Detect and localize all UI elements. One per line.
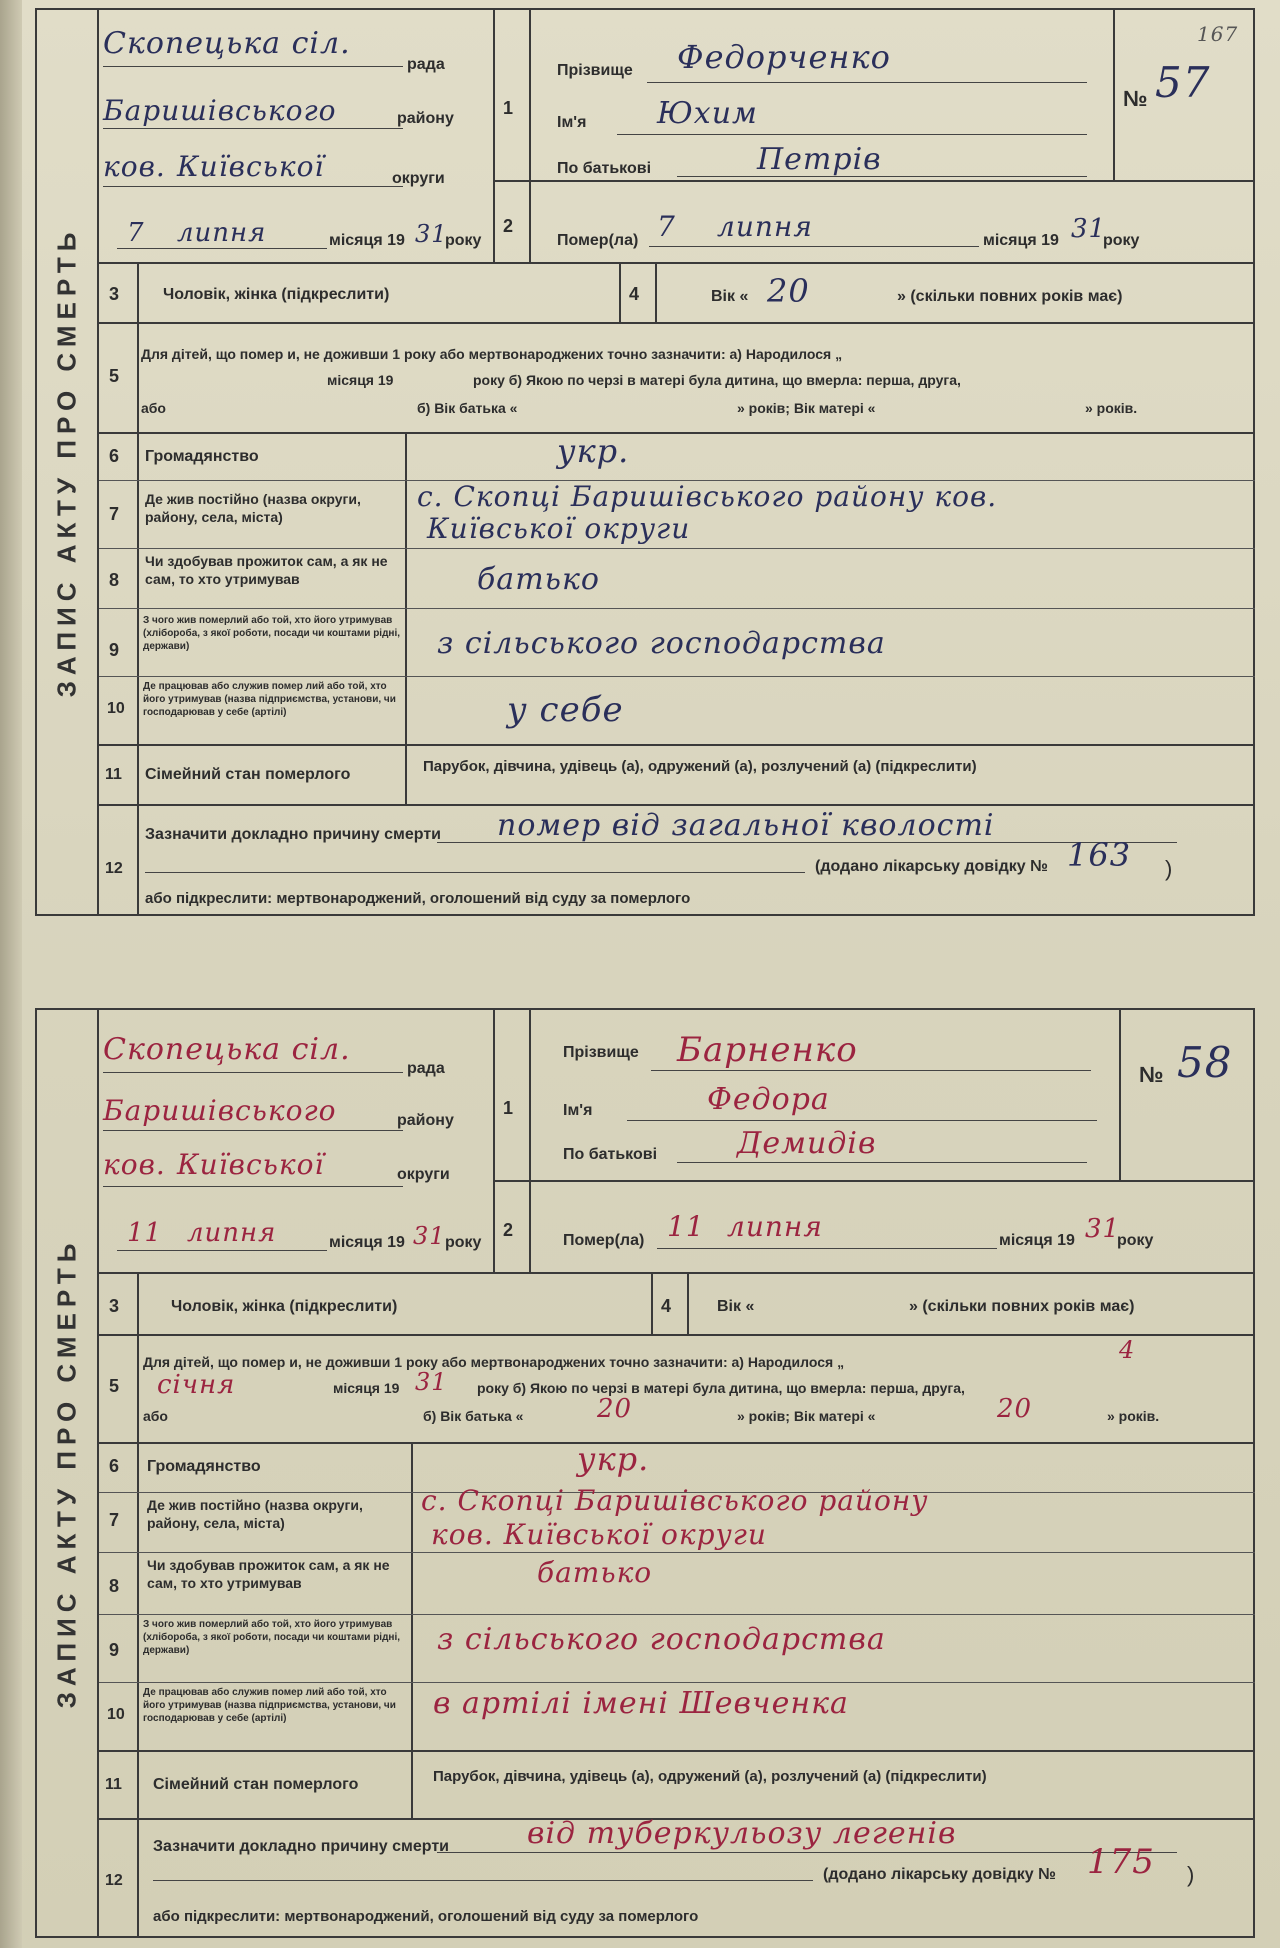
children-line-3d: » років. [1107,1408,1160,1424]
died-year: 31 [1071,214,1107,244]
age-value: 20 [767,272,810,310]
income-value: з сільського господарства [437,1622,886,1657]
marital-options: Парубок, дівчина, удівець (а), одружений (а), розлучений (а) (підкреслити) [423,758,977,775]
record-number: 58 [1177,1038,1233,1087]
surname-value: Барненко [677,1030,858,1070]
gender-label: Чоловік, жінка (підкреслити) [171,1298,398,1315]
side-title: ЗАПИС АКТУ ПРО СМЕРТЬ [51,226,82,698]
residence-value-1: с. Скопці Баришівського району [421,1484,929,1517]
row-number-10: 10 [107,700,125,717]
name-label: Ім'я [557,114,587,131]
record-number-label: № [1123,86,1148,111]
reg-year-label: року [445,232,482,249]
cert-close: ) [1187,1862,1195,1887]
binding-edge [0,0,22,1948]
patronymic-value: Петрів [757,142,882,177]
cert-number: 163 [1067,836,1132,874]
children-line-3b: б) Вік батька « [417,400,518,416]
okrug-value: Київської [177,1148,325,1181]
age-label: Вік « [717,1298,755,1315]
district-label: району [397,1112,454,1129]
row-number-6: 6 [109,1456,120,1476]
row-number-3: 3 [109,1296,120,1316]
reg-date-month: липня [187,1218,277,1248]
workplace-label: Де працював або служив помер лий або той, хто його утримував (назва підприємства, установи, чи господарював у себе (артілі) [143,681,396,718]
row-number-10: 10 [107,1706,125,1723]
residence-label: Де жив постійно (назва округи, району, села, міста) [145,491,361,525]
row-number-5: 5 [109,1376,120,1396]
citizenship-label: Громадянство [145,448,259,465]
residence-value-2: Київської округи [427,512,691,545]
okrug-label: округи [392,170,445,187]
citizenship-value: укр. [557,432,630,470]
children-line-2a: місяця 19 [327,372,394,388]
died-label: Помер(ла) [557,232,639,249]
surname-label: Прізвище [563,1044,639,1061]
born-day: 4 [1119,1336,1136,1364]
row-number-4: 4 [661,1296,672,1316]
age-suffix: » (скільки повних років має) [909,1298,1135,1315]
citizenship-value: укр. [577,1440,650,1478]
surname-value: Федорченко [677,38,891,76]
record-number: 57 [1155,58,1211,107]
stillborn-label: або підкреслити: мертвонароджений, оголошений від суду за померлого [153,1908,699,1925]
death-record-form-2 [35,1008,1255,1938]
side-title-box [37,1010,99,1936]
okrug-label: округи [397,1166,450,1183]
born-year: 31 [415,1368,448,1396]
died-month: липня [727,1210,823,1243]
children-line-3c: » років; Вік матері « [737,400,876,416]
children-line-2a: місяця 19 [333,1380,400,1396]
cause-label: Зазначити докладно причину смерти [153,1838,449,1855]
children-line-3a: або [143,1408,168,1424]
row-number-7: 7 [109,1510,120,1530]
row-number-2: 2 [503,1220,514,1240]
workplace-value: у себе [507,690,624,730]
side-title: ЗАПИС АКТУ ПРО СМЕРТЬ [51,1237,82,1709]
council-label: рада [407,56,445,73]
row-number-12: 12 [105,860,123,877]
age-label: Вік « [711,288,749,305]
cert-label: (додано лікарську довідку № [823,1866,1056,1883]
children-line-3d: » років. [1085,400,1138,416]
council-value: Скопецька сіл. [103,1032,351,1067]
row-number-12: 12 [105,1872,123,1889]
age-suffix: » (скільки повних років має) [897,288,1123,305]
residence-value-1: с. Скопці Баришівського району ков. [417,480,998,513]
row-number-9: 9 [109,1640,120,1660]
name-value: Федора [707,1082,830,1117]
residence-label: Де жив постійно (назва округи, району, села, міста) [147,1497,363,1531]
cert-close: ) [1165,856,1173,881]
reg-date-day: 11 [127,1218,163,1248]
row-number-11: 11 [105,766,122,783]
gender-label: Чоловік, жінка (підкреслити) [163,286,390,303]
marital-label: Сімейний стан померлого [145,766,351,783]
death-record-form-1 [35,8,1255,916]
children-line-2b: року б) Якою по черзі в матері була дитина, що вмерла: перша, друга, [473,372,961,388]
died-month-label: місяця 19 [999,1232,1075,1249]
patronymic-value: Демидів [737,1126,877,1161]
reg-month-label: місяця 19 [329,1234,405,1251]
livelihood-value: батько [537,1556,653,1589]
record-number-label: № [1139,1062,1164,1087]
livelihood-value: батько [477,562,600,597]
residence-value-2: ков. Київської округи [431,1518,767,1551]
cause-value: від туберкульозу легенів [527,1816,957,1851]
reg-date-year: 31 [413,1222,446,1250]
died-month-label: місяця 19 [983,232,1059,249]
income-value: з сільського господарства [437,626,886,661]
row-number-1: 1 [503,1098,514,1118]
workplace-value: в артілі імені Шевченка [433,1686,849,1721]
reg-date-year: 31 [415,220,448,248]
reg-date-day: 7 [127,218,145,248]
surname-label: Прізвище [557,62,633,79]
died-label: Помер(ла) [563,1232,645,1249]
citizenship-label: Громадянство [147,1458,261,1475]
row-number-8: 8 [109,570,120,590]
district-value: Баришівського [103,94,337,127]
cert-number: 175 [1087,1842,1155,1882]
livelihood-label: Чи здобував прожиток сам, а як не сам, то хто утримував [145,553,388,587]
livelihood-label: Чи здобував прожиток сам, а як не сам, то хто утримував [147,1557,390,1591]
row-number-11: 11 [105,1776,122,1793]
died-year: 31 [1085,1214,1121,1244]
workplace-label: Де працював або служив помер лий або той, хто його утримував (назва підприємства, установи, чи господарював у себе (артілі) [143,1687,396,1724]
row-number-8: 8 [109,1576,120,1596]
children-line-1: Для дітей, що помер и, не доживши 1 року або мертвонароджених точно зазначити: а) Народилося „ [143,1354,845,1370]
income-label: З чого жив померлий або той, хто його утримував (хлібороба, з якої роботи, посади чи коштами рідні, держави) [143,615,401,652]
died-year-label: року [1117,1232,1154,1249]
mother-age: 20 [997,1394,1033,1424]
row-number-7: 7 [109,504,120,524]
row-number-5: 5 [109,366,120,386]
marital-options: Парубок, дівчина, удівець (а), одружений (а), розлучений (а) (підкреслити) [433,1768,987,1785]
patronymic-label: По батькові [557,160,652,177]
died-day: 7 [657,210,676,243]
okrug-prefix: ков. [103,150,166,183]
corner-annotation: 167 [1197,22,1239,46]
children-line-3c: » років; Вік матері « [737,1408,876,1424]
stillborn-label: або підкреслити: мертвонароджений, оголошений від суду за померлого [145,890,691,907]
income-label: З чого жив померлий або той, хто його утримував (хлібороба, з якої роботи, посади чи коштами рідні, держави) [143,1619,401,1656]
born-month: січня [157,1370,236,1400]
council-label: рада [407,1060,445,1077]
okrug-value: Київської [177,150,325,183]
row-number-1: 1 [503,98,514,118]
died-year-label: року [1103,232,1140,249]
council-value: Скопецька сіл. [103,26,351,61]
district-label: району [397,110,454,127]
row-number-4: 4 [629,284,640,304]
district-value: Баришівського [103,1094,337,1127]
row-number-3: 3 [109,284,120,304]
children-line-3a: або [141,400,166,416]
reg-year-label: року [445,1234,482,1251]
cause-value: помер від загальної кволості [497,808,995,843]
row-number-6: 6 [109,446,120,466]
patronymic-label: По батькові [563,1146,658,1163]
children-line-1: Для дітей, що помер и, не доживши 1 року або мертвонароджених точно зазначити: а) Народилося „ [141,346,843,362]
cause-label: Зазначити докладно причину смерти [145,826,441,843]
marital-label: Сімейний стан померлого [153,1776,359,1793]
reg-month-label: місяця 19 [329,232,405,249]
side-title-box [37,10,99,914]
name-value: Юхим [657,96,758,131]
name-label: Ім'я [563,1102,593,1119]
row-number-9: 9 [109,640,120,660]
reg-date-month: липня [177,218,267,248]
row-number-2: 2 [503,216,514,236]
okrug-prefix: ков. [103,1148,166,1181]
children-line-2b: року б) Якою по черзі в матері була дитина, що вмерла: перша, друга, [477,1380,965,1396]
died-month: липня [717,210,813,243]
died-day: 11 [667,1210,705,1243]
cert-label: (додано лікарську довідку № [815,858,1048,875]
children-line-3b: б) Вік батька « [423,1408,524,1424]
father-age: 20 [597,1394,633,1424]
